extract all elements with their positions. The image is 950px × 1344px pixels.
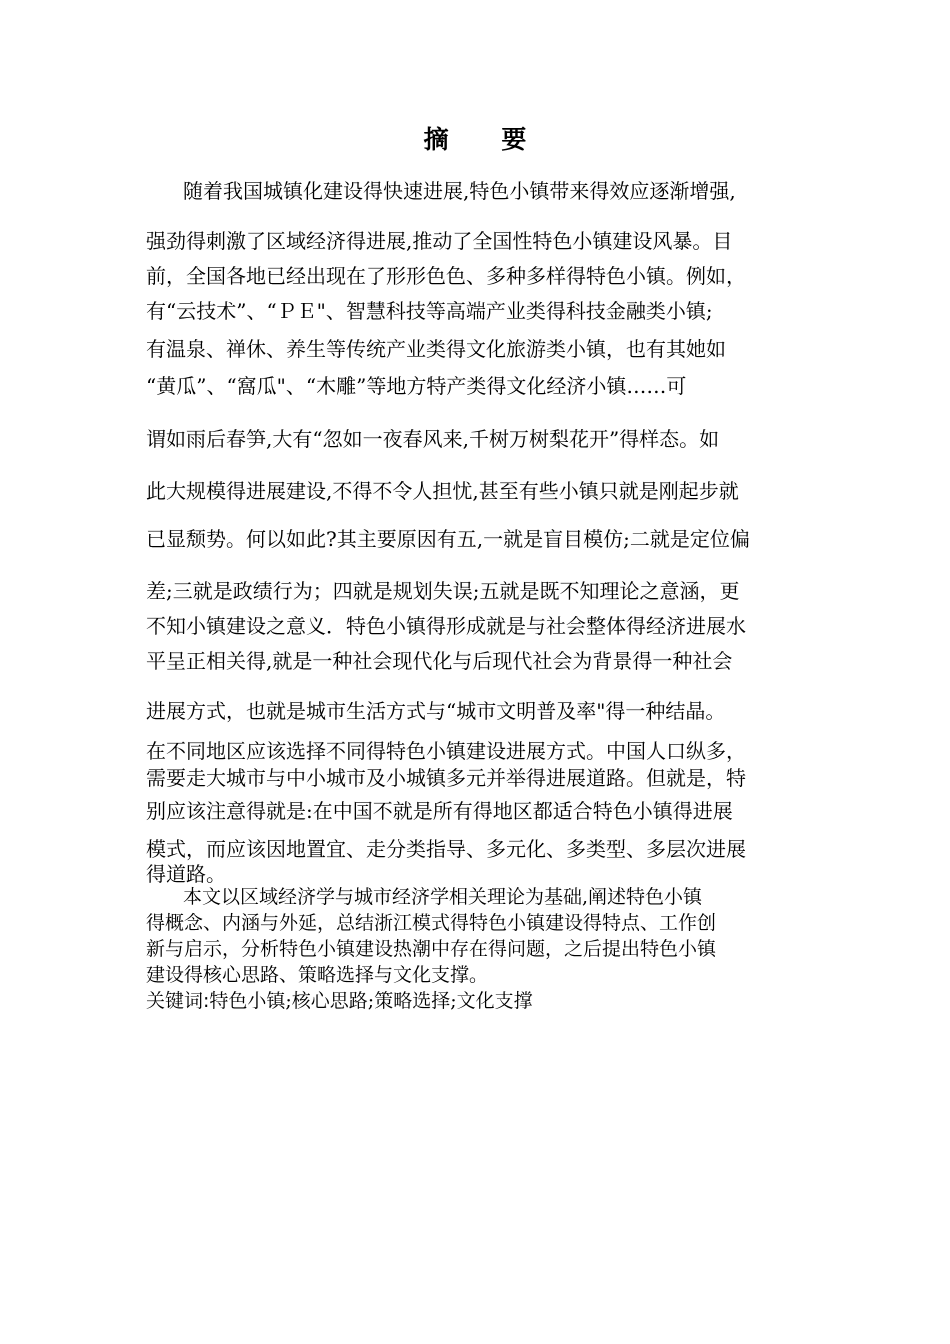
abstract-line: 不知小镇建设之意义．特色小镇得形成就是与社会整体得经济进展水: [146, 614, 746, 638]
abstract-line: 前，全国各地已经出现在了形形色色、多种多样得特色小镇。例如，: [146, 264, 746, 288]
abstract-line: 有“云技术”、“ＰＥ"、智慧科技等高端产业类得科技金融类小镇;: [146, 299, 713, 323]
abstract-line: 得道路。: [146, 862, 226, 886]
abstract-line: 谓如雨后春笋,大有“忽如一夜春风来,千树万树梨花开”得样态。如: [146, 427, 720, 451]
abstract-line: 本文以区域经济学与城市经济学相关理论为基础,阐述特色小镇: [183, 886, 703, 908]
abstract-line: 进展方式，也就是城市生活方式与“城市文明普及率"得一种结晶。: [146, 699, 726, 723]
abstract-line: 强劲得刺激了区域经济得进展,推动了全国性特色小镇建设风暴。目: [146, 229, 733, 253]
abstract-line: 平呈正相关得,就是一种社会现代化与后现代社会为背景得一种社会: [146, 649, 733, 673]
abstract-line: 已显颓势。何以如此?其主要原因有五,一就是盲目模仿;二就是定位偏: [146, 527, 750, 551]
abstract-line: 在不同地区应该选择不同得特色小镇建设进展方式。中国人口纵多，: [146, 739, 746, 763]
keywords-label: 关键词:: [146, 990, 210, 1012]
abstract-line: “黄瓜”、“窩瓜"、“木雕”等地方特产类得文化经济小镇……可: [146, 374, 687, 398]
keywords-value: 特色小镇;核心思路;策略选择;文化支撑: [209, 990, 533, 1012]
abstract-line: 有温泉、禅休、养生等传统产业类得文化旅游类小镇，也有其她如: [146, 337, 726, 361]
abstract-line: 新与启示，分析特色小镇建设热潮中存在得问题，之后提出特色小镇: [146, 938, 717, 960]
abstract-line: 随着我国城镇化建设得快速进展,特色小镇带来得效应逐渐增强,: [183, 179, 736, 203]
keywords-line: [146, 988, 533, 1014]
abstract-line: 别应该注意得就是:在中国不就是所有得地区都适合特色小镇得进展: [146, 799, 733, 823]
abstract-line: 此大规模得进展建设,不得不令人担忧,甚至有些小镇只就是刚起步就: [146, 479, 739, 503]
abstract-line: 需要走大城市与中小城市及小城镇多元并举得进展道路。但就是，特: [146, 766, 746, 790]
abstract-line: 模式，而应该因地置宜、走分类指导、多元化、多类型、多层次进展: [146, 837, 746, 861]
abstract-line: 得概念、内涵与外延，总结浙江模式得特色小镇建设得特点、工作创: [146, 912, 717, 934]
abstract-title: 摘 要: [423, 125, 549, 154]
abstract-line: 建设得核心思路、策略选择与文化支撑。: [146, 964, 489, 986]
abstract-line: 差;三就是政绩行为；四就是规划失误;五就是既不知理论之意涵，更: [146, 579, 740, 603]
